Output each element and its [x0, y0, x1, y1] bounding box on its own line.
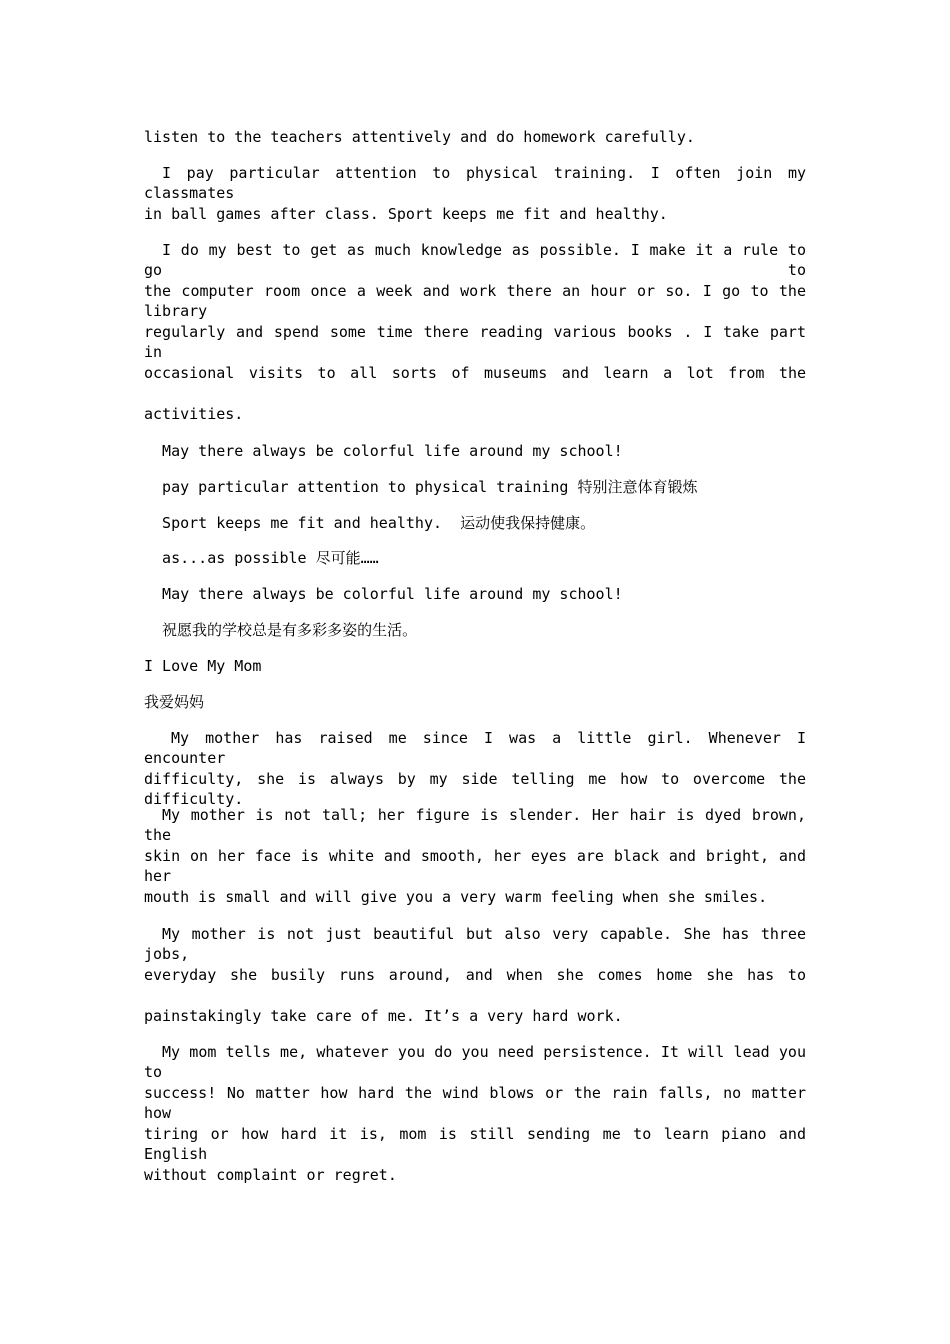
text-line: without complaint or regret.	[144, 1166, 397, 1184]
text-line: tiring or how hard it is, mom is still sending me to learn piano and English	[144, 1125, 806, 1163]
text-line: occasional visits to all sorts of museums and learn a lot from the	[144, 364, 806, 382]
text-line: activities.	[144, 405, 244, 423]
text-line: My mother is not tall; her figure is slender. Her hair is dyed brown, the	[144, 806, 806, 844]
section-title: I Love My Mom	[144, 657, 262, 675]
text-line: regularly and spend some time there reading various books . I take part in	[144, 323, 806, 361]
text-line: pay particular attention to physical training 特别注意体育锻炼	[144, 478, 698, 496]
text-line: as...as possible 尽可能……	[144, 549, 379, 567]
text-line: May there always be colorful life around my school!	[144, 585, 623, 603]
text-line: 祝愿我的学校总是有多彩多姿的生活。	[144, 621, 418, 639]
text-line: My mom tells me, whatever you do you need persistence. It will lead you to	[144, 1043, 806, 1081]
text-line: mouth is small and will give you a very warm feeling when she smiles.	[144, 888, 768, 906]
text-line: difficulty, she is always by my side telling me how to overcome the difficulty.	[144, 770, 806, 808]
text-line: success! No matter how hard the wind blows or the rain falls, no matter how	[144, 1084, 806, 1122]
section-title-chinese: 我爱妈妈	[144, 693, 205, 711]
text-line: I do my best to get as much knowledge as possible. I make it a rule to go to	[144, 241, 806, 279]
text-line: the computer room once a week and work there an hour or so. I go to the library	[144, 282, 806, 320]
text-line: May there always be colorful life around my school!	[144, 442, 623, 460]
text-line: painstakingly take care of me. It’s a very hard work.	[144, 1007, 623, 1025]
text-line: I pay particular attention to physical training. I often join my classmates	[144, 164, 806, 202]
text-line: skin on her face is white and smooth, her eyes are black and bright, and her	[144, 847, 806, 885]
text-line: My mother has raised me since I was a little girl. Whenever I encounter	[144, 729, 806, 767]
text-line: listen to the teachers attentively and do homework carefully.	[144, 128, 695, 146]
text-line: My mother is not just beautiful but also very capable. She has three jobs,	[144, 925, 806, 963]
text-line: Sport keeps me fit and healthy. 运动使我保持健康。	[144, 514, 596, 532]
text-line: in ball games after class. Sport keeps me fit and healthy.	[144, 205, 668, 223]
text-line: everyday she busily runs around, and when she comes home she has to	[144, 966, 806, 984]
